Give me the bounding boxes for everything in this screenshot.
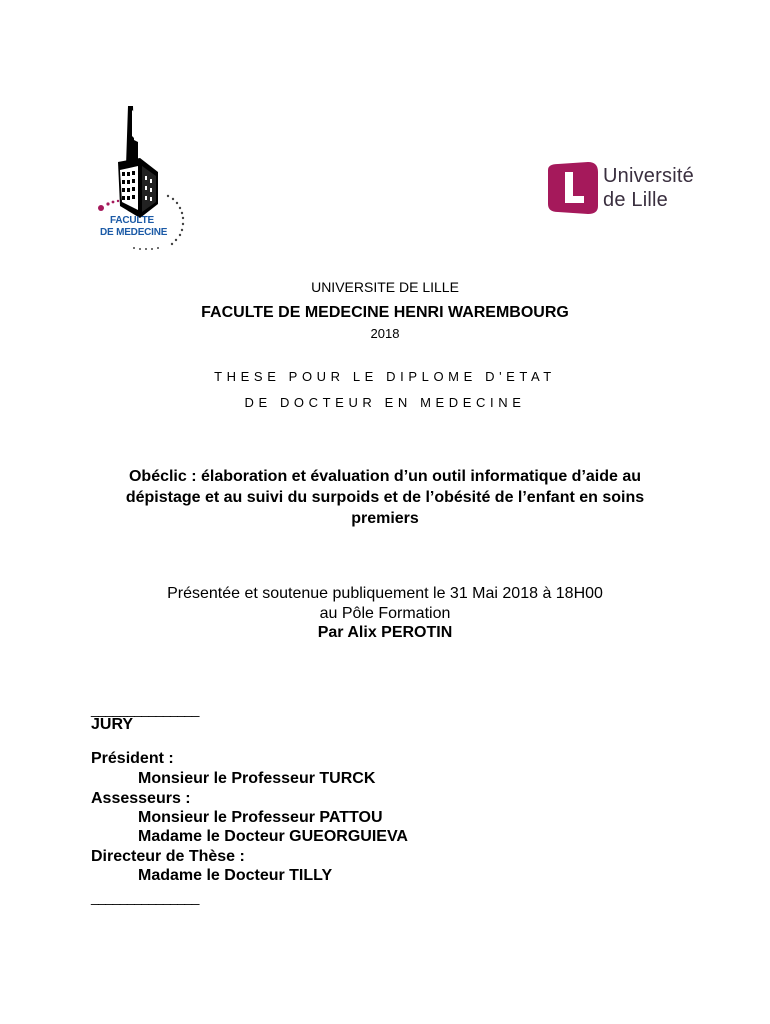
jury-assessor: Monsieur le Professeur PATTOU (138, 809, 383, 826)
presentation-date: Présentée et soutenue publiquement le 31 Mai 2018 à 18H00 (167, 585, 603, 602)
universite-logo-line1: Université (603, 165, 694, 187)
jury-director-label: Directeur de Thèse : (91, 848, 245, 865)
jury-assessors-label: Assesseurs : (91, 790, 191, 807)
thesis-type-line2: DE DOCTEUR EN MEDECINE (244, 395, 526, 410)
thesis-title-line1: Obéclic : élaboration et évaluation d’un outil informatique d’aide au (128, 468, 642, 485)
jury-separator-top: _______________ (91, 701, 199, 717)
universite-logo-line2: de Lille (603, 189, 668, 211)
jury-president-label: Président : (91, 750, 174, 767)
jury-president: Monsieur le Professeur TURCK (138, 770, 376, 787)
jury-separator-bottom: _______________ (91, 889, 199, 905)
faculte-medecine-logo (88, 100, 198, 260)
jury-assessor: Madame le Docteur GUEORGUIEVA (138, 828, 408, 845)
thesis-type-line1: THESE POUR LE DIPLOME D'ETAT (214, 369, 556, 384)
thesis-author: Par Alix PEROTIN (317, 624, 453, 641)
universite-lille-mark (548, 162, 598, 214)
thesis-year: 2018 (370, 326, 400, 341)
universite-de-lille-logo (548, 162, 718, 218)
faculty-name: FACULTE DE MEDECINE HENRI WAREMBOURG (201, 304, 569, 321)
thesis-title (70, 466, 700, 529)
jury-heading: JURY (91, 716, 134, 733)
university-name: UNIVERSITE DE LILLE (311, 279, 459, 295)
presentation-location: au Pôle Formation (319, 605, 451, 622)
faculte-logo-line2: DE MEDECINE (100, 227, 168, 238)
thesis-title-line3: premiers (351, 510, 419, 527)
jury-director: Madame le Docteur TILLY (138, 867, 333, 884)
thesis-title-line2: dépistage et au suivi du surpoids et de l’obésité de l’enfant en soins (125, 489, 645, 506)
faculte-logo-line1: FACULTE (110, 215, 154, 226)
